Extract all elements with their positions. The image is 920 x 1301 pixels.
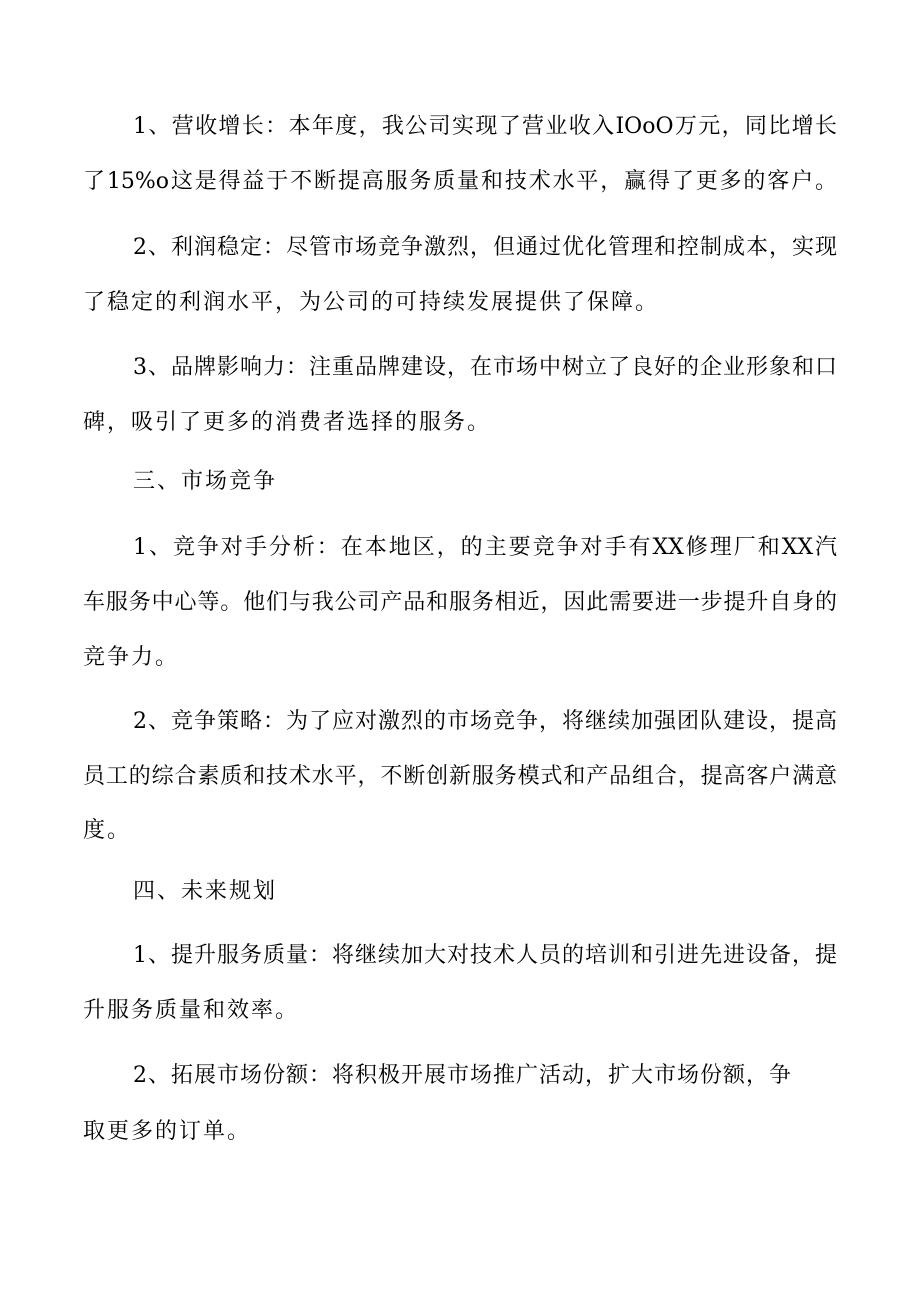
paragraph-7-line-1: 2、拓展市场份额：将积极开展市场推广活动，扩大市场份额，争 — [133, 1063, 791, 1088]
paragraph-2-line-1: 2、利润稳定：尽管市场竞争激烈，但通过优化管理和控制成本，实现 — [133, 235, 837, 260]
paragraph-3-line-1: 3、品牌影响力：注重品牌建设，在市场中树立了良好的企业形象和口 — [133, 355, 837, 380]
paragraph-5-line-3: 度。 — [83, 818, 132, 843]
paragraph-6-line-2: 升服务质量和效率。 — [83, 998, 300, 1023]
paragraph-1-line-1: 1、营收增长：本年度，我公司实现了营业收入IOoO万元，同比增长 — [133, 114, 837, 139]
section-heading-future-planning: 四、未来规划 — [133, 879, 278, 904]
paragraph-5-line-2: 员工的综合素质和技术水平，不断创新服务模式和产品组合，提高客户满意 — [83, 764, 837, 789]
paragraph-4-line-1: 1、竞争对手分析：在本地区，的主要竞争对手有XX修理厂和XX汽 — [133, 535, 837, 560]
section-heading-market-competition: 三、市场竞争 — [133, 469, 278, 494]
paragraph-1-line-2: 了15%o这是得益于不断提高服务质量和技术水平，赢得了更多的客户。 — [83, 169, 837, 194]
paragraph-6-line-1: 1、提升服务质量：将继续加大对技术人员的培训和引进先进设备，提 — [133, 943, 837, 968]
paragraph-5-line-1: 2、竞争策略：为了应对激烈的市场竞争，将继续加强团队建设，提高 — [133, 709, 837, 734]
paragraph-7-line-2: 取更多的订单。 — [83, 1119, 252, 1144]
paragraph-2-line-2: 了稳定的利润水平，为公司的可持续发展提供了保障。 — [83, 290, 660, 315]
paragraph-4-line-2: 车服务中心等。他们与我公司产品和服务相近，因此需要进一步提升自身的 — [83, 590, 837, 615]
paragraph-3-line-2: 碑，吸引了更多的消费者选择的服务。 — [83, 410, 492, 435]
paragraph-4-line-3: 竞争力。 — [83, 645, 180, 670]
